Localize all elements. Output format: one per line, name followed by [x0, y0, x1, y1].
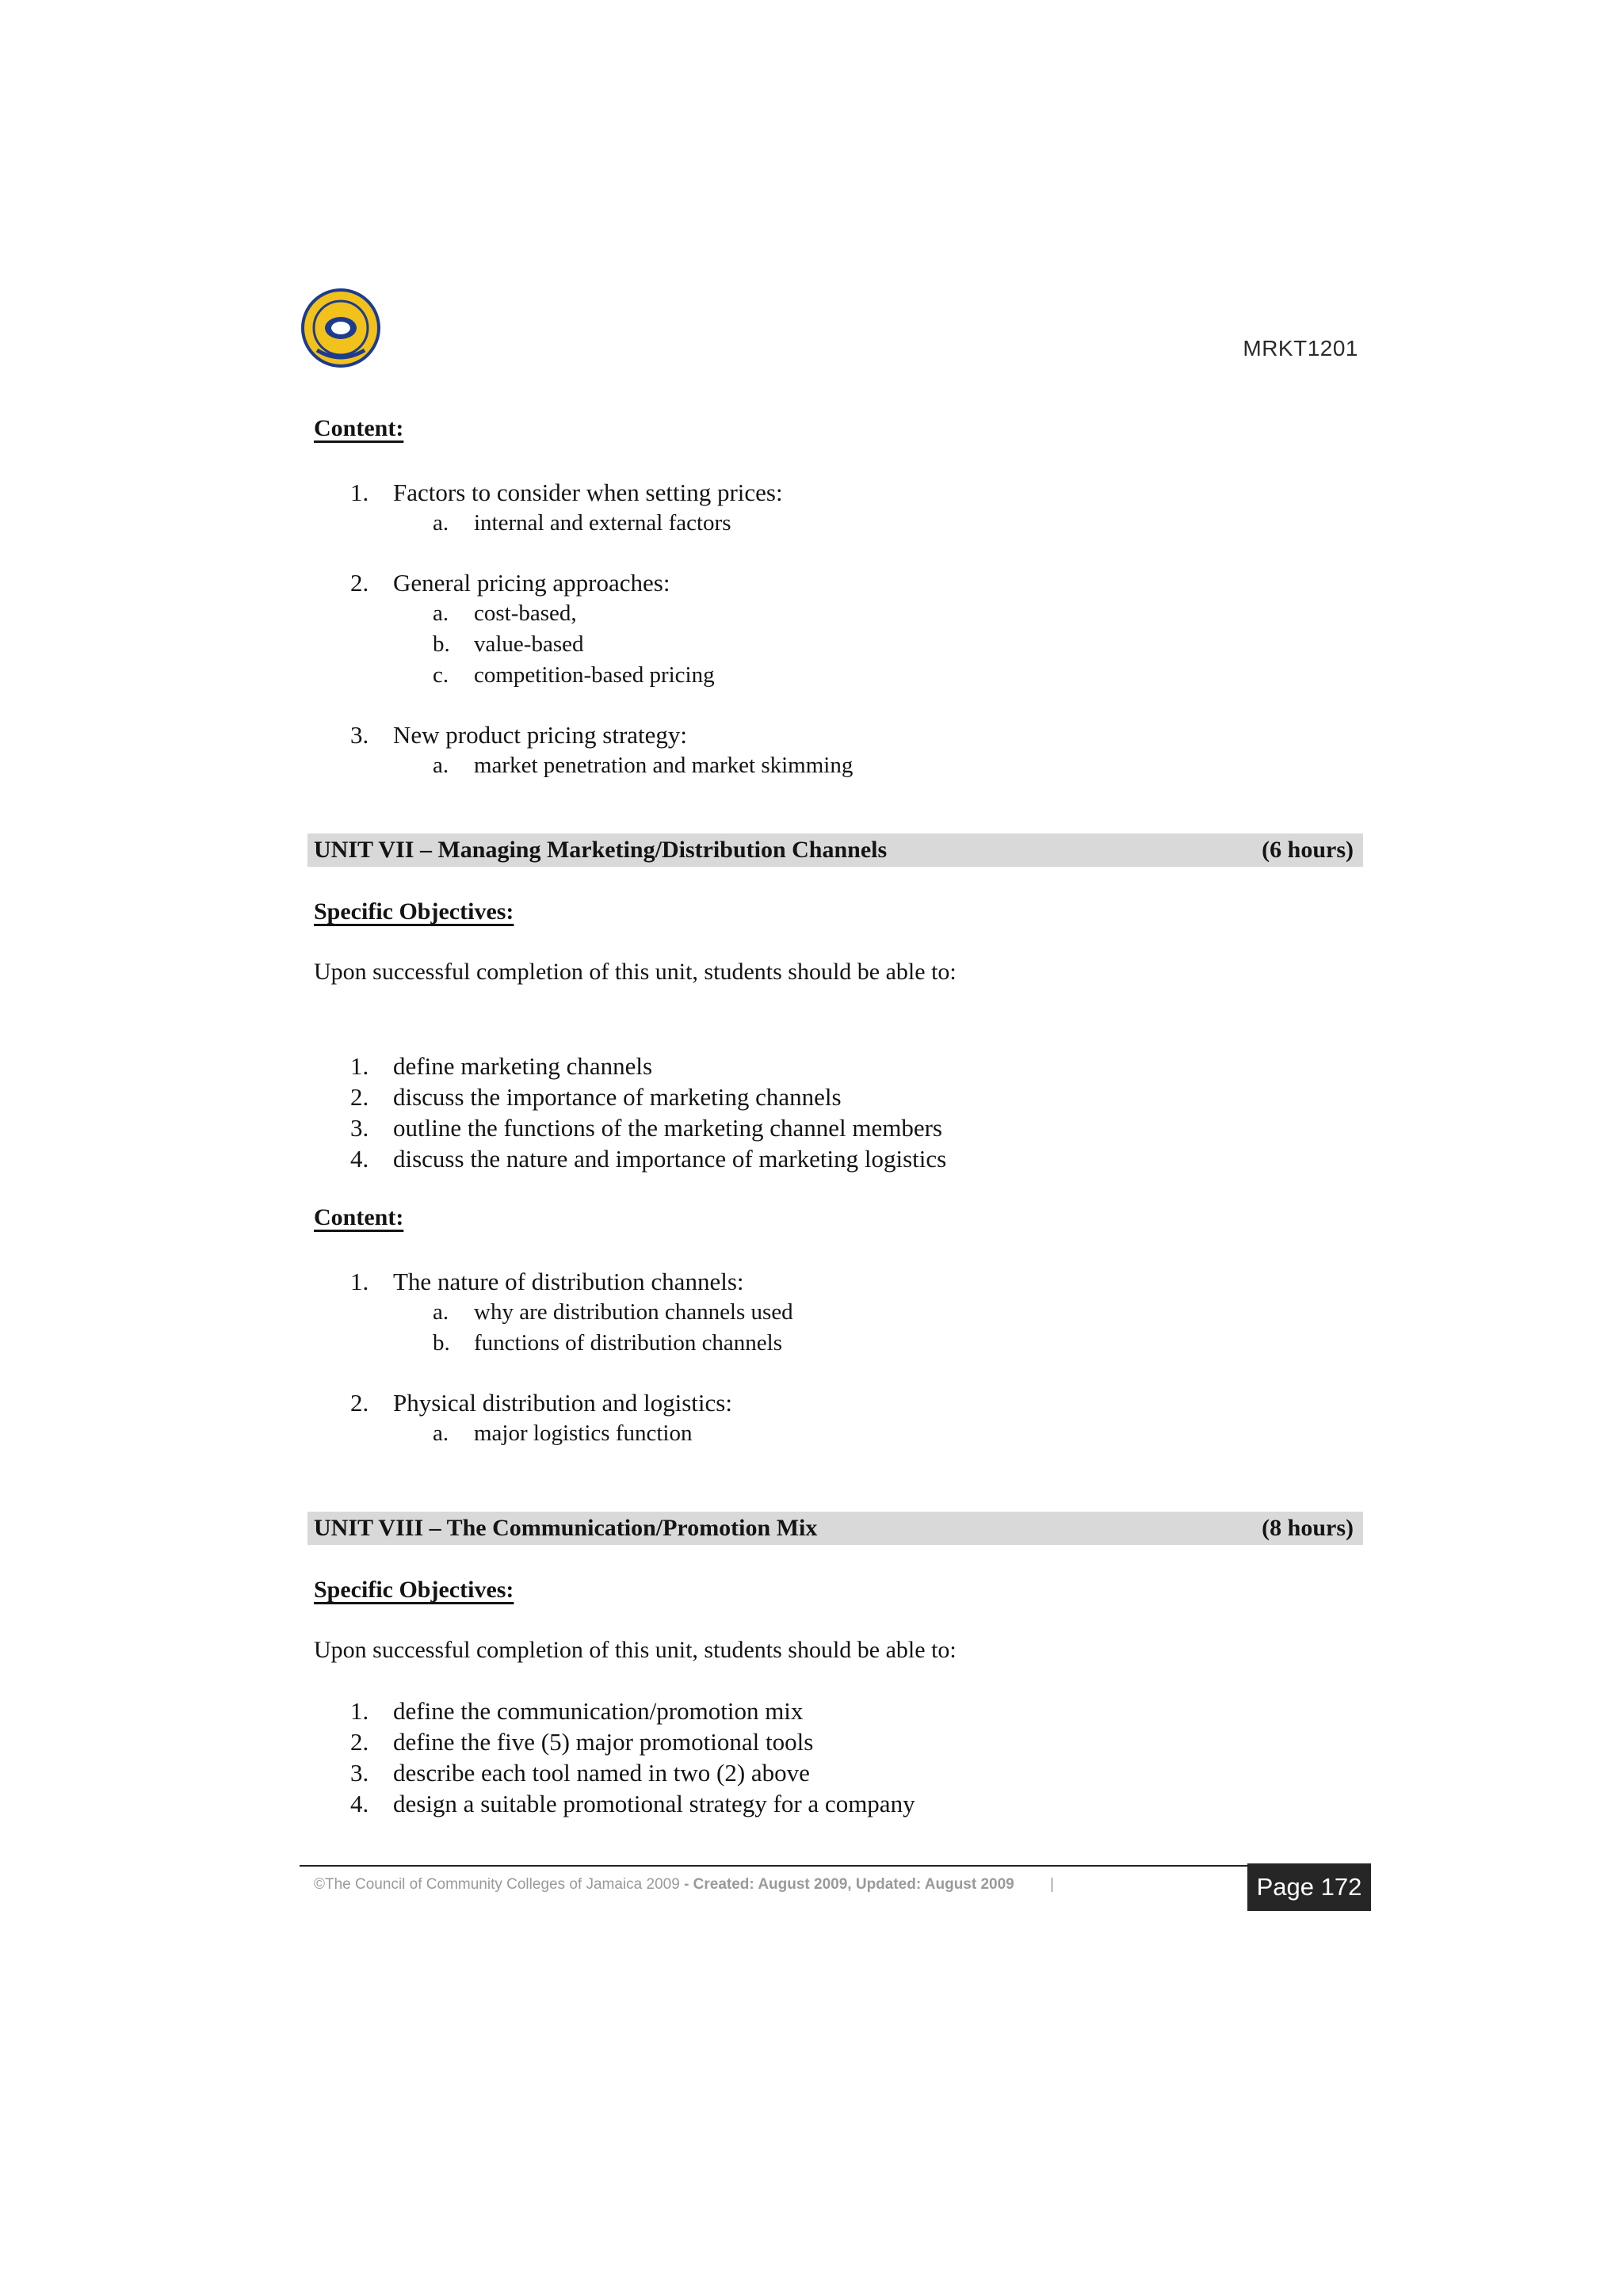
specific-objectives-heading: Specific Objectives:	[314, 1577, 514, 1603]
list-item: 1. The nature of distribution channels: a. why are distribution channels used b. functions of distribution channels	[314, 1266, 793, 1359]
sub-list-item: a. major logistics function	[433, 1421, 693, 1446]
unit-title: UNIT VII – Managing Marketing/Distribution Channels	[314, 837, 888, 863]
objectives-intro: Upon successful completion of this unit, students should be able to:	[314, 1637, 957, 1663]
list-item: 2. discuss the importance of marketing channels	[350, 1083, 842, 1111]
footer-divider	[300, 1865, 1369, 1867]
unit-hours: (6 hours)	[1262, 837, 1354, 863]
list-item: 3. describe each tool named in two (2) above	[350, 1759, 810, 1787]
document-code: MRKT1201	[1243, 336, 1358, 360]
college-crest-logo	[301, 288, 380, 368]
sub-list-item: a. internal and external factors	[433, 510, 731, 536]
sub-list-item: a. market penetration and market skimming	[433, 753, 854, 778]
list-item: 4. discuss the nature and importance of marketing logistics	[350, 1145, 947, 1173]
objectives-intro: Upon successful completion of this unit, students should be able to:	[314, 959, 957, 985]
sub-list-item: b. value-based	[433, 631, 584, 657]
unit-title: UNIT VIII – The Communication/Promotion Mix	[314, 1515, 818, 1541]
unit-hours: (8 hours)	[1262, 1515, 1354, 1541]
sub-list-item: c. competition-based pricing	[433, 662, 715, 688]
sub-list-item: a. why are distribution channels used	[433, 1299, 793, 1325]
content-heading: Content:	[314, 415, 404, 441]
sub-list-item: b. functions of distribution channels	[433, 1330, 783, 1356]
list-item: 2. define the five (5) major promotional tools	[350, 1728, 814, 1756]
unit-vii-header	[307, 833, 1363, 867]
footer-dates: - Created: August 2009, Updated: August 2009	[684, 1876, 1014, 1893]
specific-objectives-heading: Specific Objectives:	[314, 898, 514, 925]
list-item: 2. General pricing approaches: a. cost-based, b. value-based c. competition-based pricing	[314, 567, 853, 691]
list-item: 1. Factors to consider when setting prices: a. internal and external factors	[314, 477, 853, 539]
list-item: 3. New product pricing strategy: a. market penetration and market skimming	[314, 719, 853, 781]
unit-vii-content-list	[314, 1266, 793, 1449]
unit-viii-objectives-list	[314, 1695, 915, 1819]
list-item: 3. outline the functions of the marketing channel members	[350, 1114, 942, 1142]
footer-separator: |	[1050, 1876, 1054, 1893]
list-item: 2. Physical distribution and logistics: a. major logistics function	[314, 1387, 793, 1449]
footer-copyright: ©The Council of Community Colleges of Jamaica 2009	[314, 1876, 680, 1893]
list-item: 1. define marketing channels	[350, 1052, 653, 1080]
unit-viii-header	[307, 1512, 1363, 1545]
page-number: Page 172	[1247, 1863, 1371, 1911]
pricing-content-list	[314, 477, 853, 781]
list-item: 1. define the communication/promotion mix	[350, 1697, 804, 1725]
unit-vii-objectives-list	[314, 1051, 946, 1174]
list-item: 4. design a suitable promotional strategy for a company	[350, 1790, 915, 1817]
sub-list-item: a. cost-based,	[433, 601, 577, 626]
content-heading: Content:	[314, 1204, 404, 1230]
footer-text	[314, 1876, 1054, 1894]
